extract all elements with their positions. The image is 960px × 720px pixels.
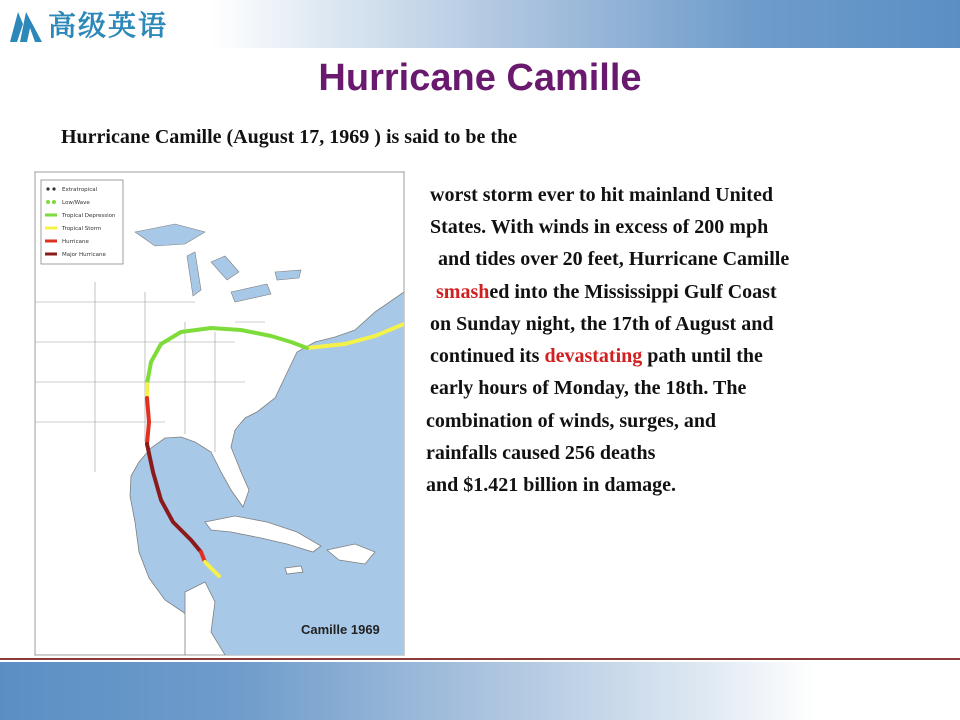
logo-text: 高级英语 — [48, 9, 169, 42]
map-caption: Camille 1969 — [301, 622, 380, 637]
paragraph-line: States. With winds in excess of 200 mph — [430, 216, 769, 238]
paragraph-line: early hours of Monday, the 18th. The — [430, 377, 747, 399]
subtitle: Hurricane Camille (August 17, 1969 ) is said to be the — [61, 126, 518, 148]
paragraph-text: ed into the Mississippi Gulf Coast — [489, 281, 777, 303]
paragraph-line: and $1.421 billion in damage. — [426, 474, 677, 496]
legend-item: Extratropical — [62, 187, 98, 193]
legend-item: Major Hurricane — [62, 252, 106, 258]
paragraph-line: and tides over 20 feet, Hurricane Camille — [438, 248, 790, 270]
footer-divider — [0, 658, 960, 660]
paragraph-text: path until the — [642, 345, 763, 367]
paragraph-line: combination of winds, surges, and — [426, 410, 717, 432]
footer-band — [0, 662, 960, 720]
legend-item: Tropical Storm — [62, 226, 102, 232]
highlight-word-smash: smash — [436, 281, 490, 303]
map-legend — [41, 180, 123, 264]
paragraph-text: continued its — [430, 345, 545, 367]
paragraph-line: rainfalls caused 256 deaths — [426, 442, 656, 464]
hurricane-track-map — [34, 171, 405, 656]
map-graphic — [35, 172, 404, 655]
track-hurricane-inland — [147, 398, 149, 444]
legend-item: Hurricane — [62, 239, 89, 245]
logo-icon — [8, 8, 44, 44]
paragraph-line — [436, 279, 777, 305]
paragraph-line — [430, 343, 763, 369]
slide-title: Hurricane Camille — [318, 57, 642, 99]
legend-item: Tropical Depression — [62, 213, 116, 219]
highlight-word-devastating: devastating — [544, 345, 643, 367]
paragraph-line: on Sunday night, the 17th of August and — [430, 313, 774, 335]
legend-item: Low/Wave — [62, 200, 90, 206]
logo — [8, 6, 168, 46]
paragraph-line: worst storm ever to hit mainland United — [430, 184, 773, 206]
